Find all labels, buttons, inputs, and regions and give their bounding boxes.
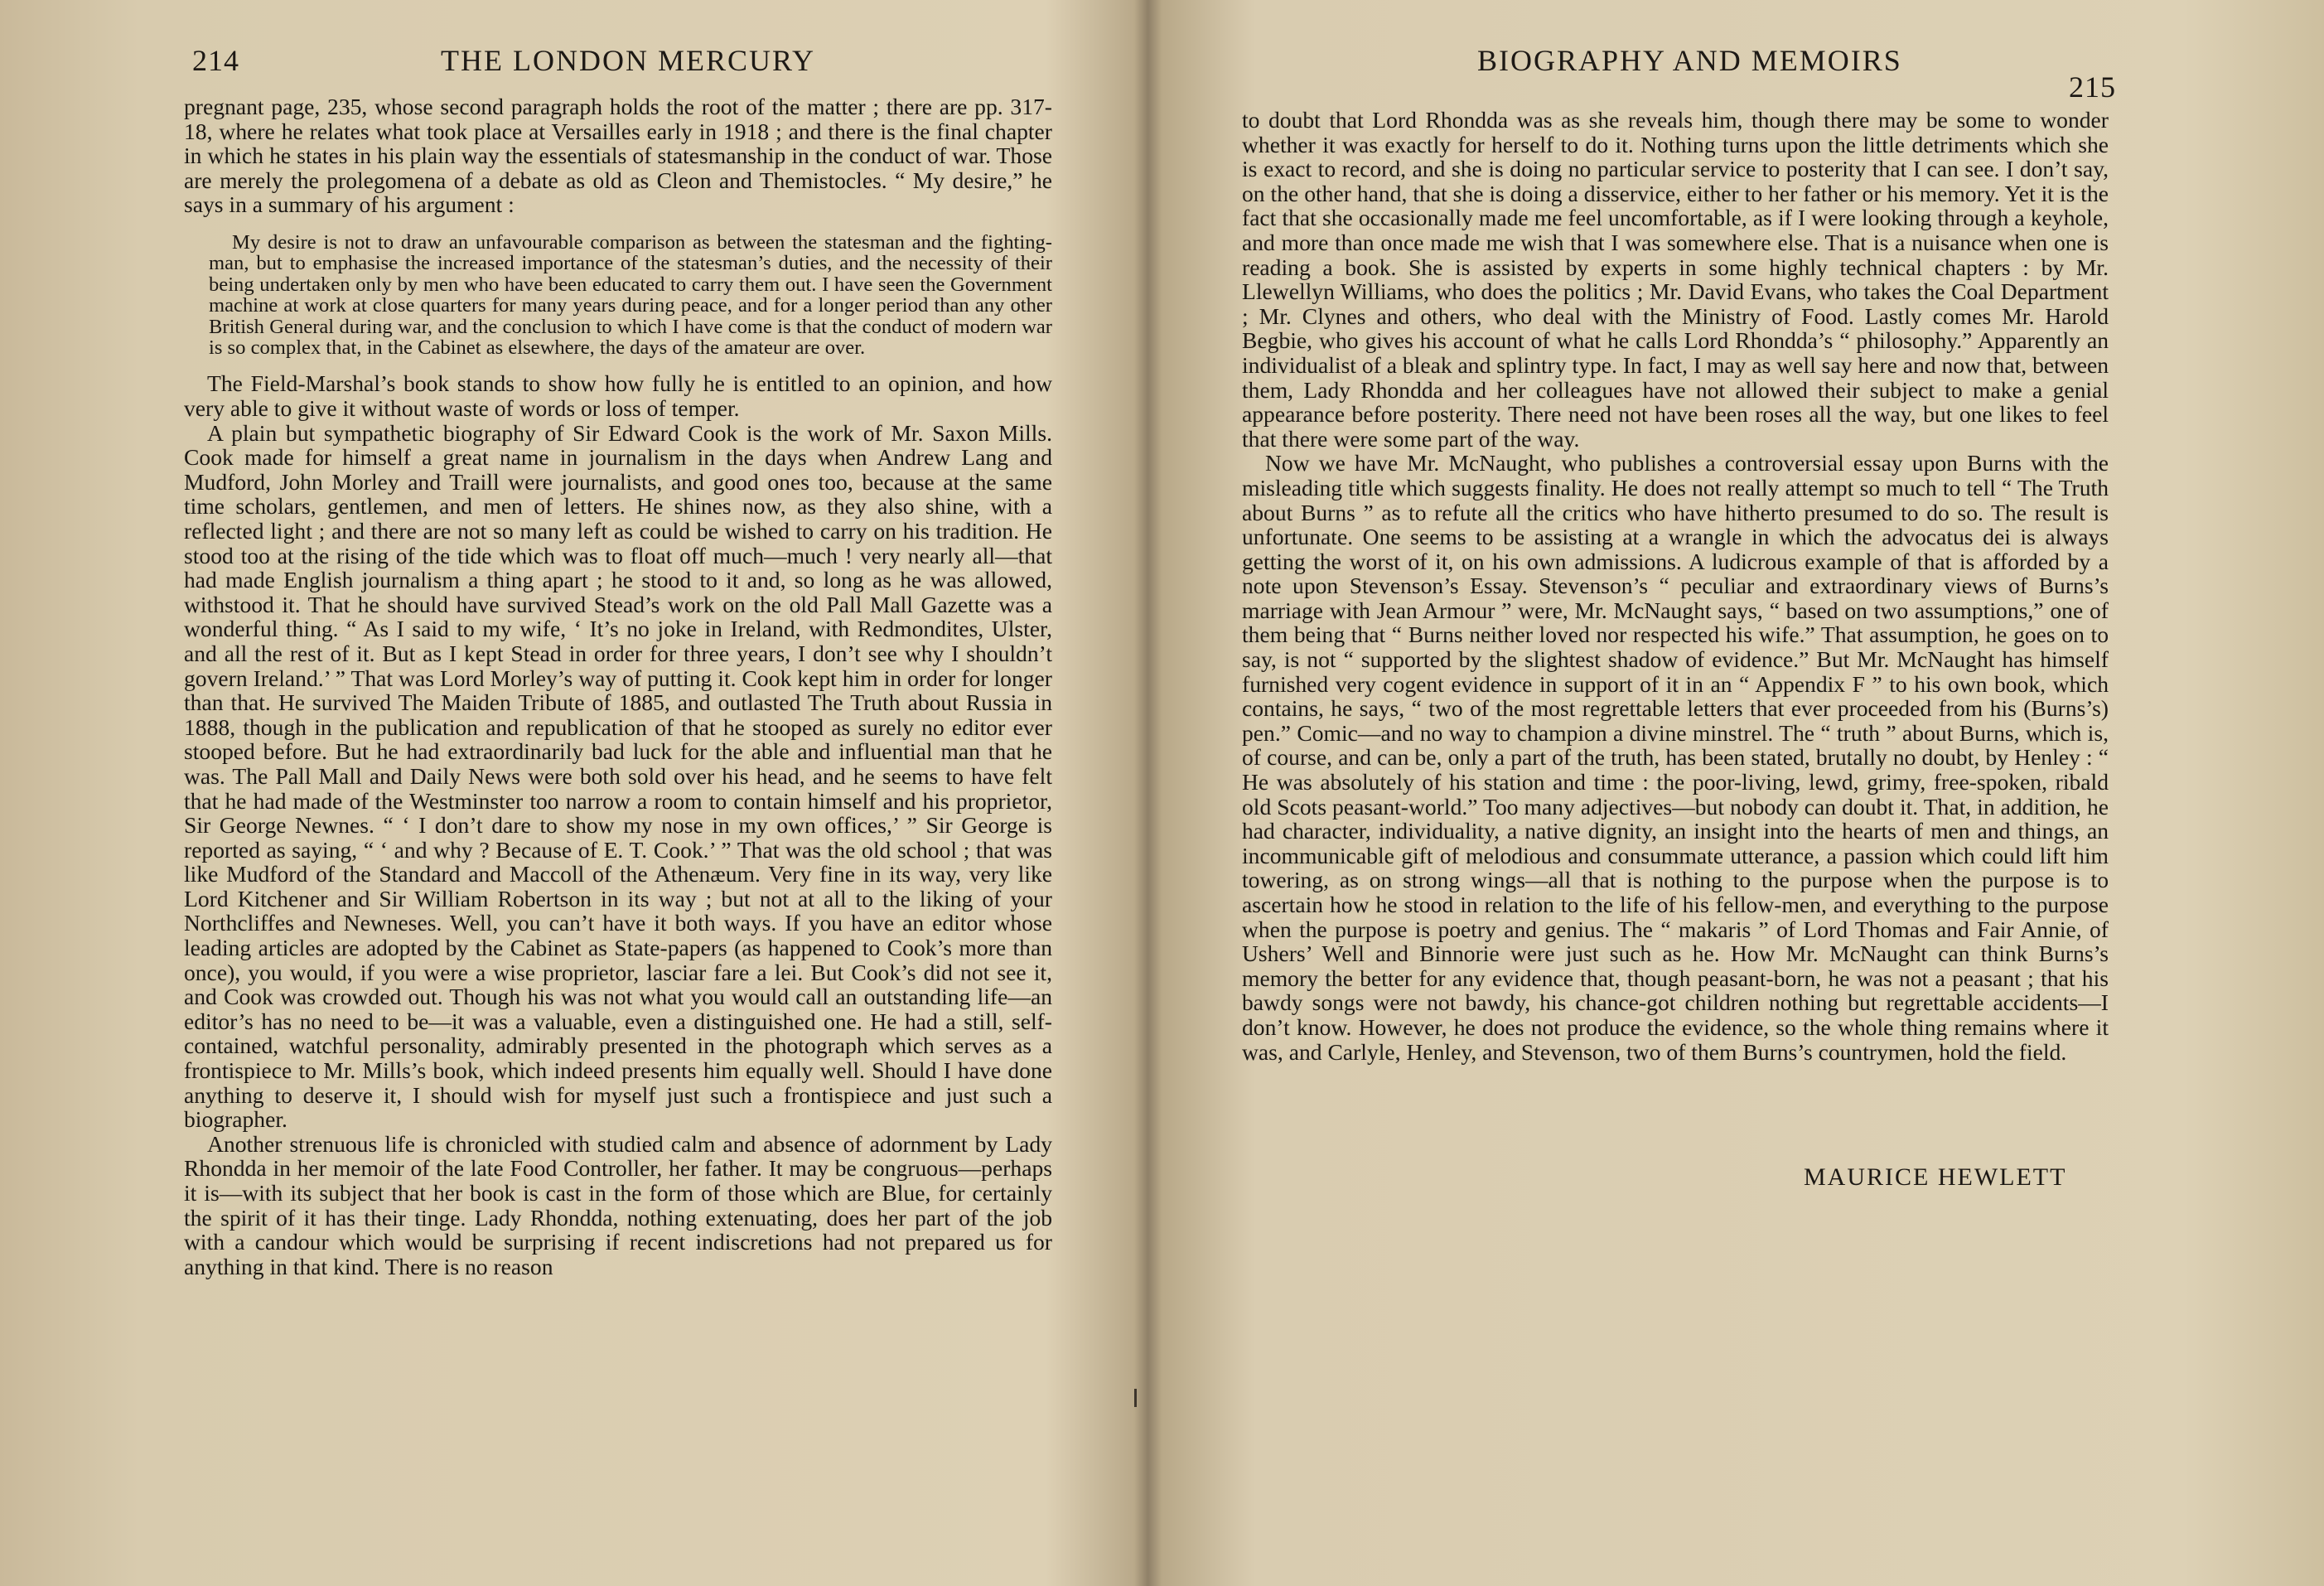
page-number: 215 bbox=[2069, 70, 2116, 104]
block-quote bbox=[209, 232, 1052, 358]
running-head: BIOGRAPHY AND MEMOIRS bbox=[1477, 44, 1902, 77]
paragraph: Now we have Mr. McNaught, who publishes a controversial essay upon Burns with the misleading title which suggests finality. He does not really attempt so much to tell “ The Truth about Burns ” as to refute all the critics who have hitherto presumed to do so. The result is unfortunate. One seems to be assisting at a wrangle in which the advocatus dei is always getting the worst of it, on his own admissions. A ludicrous example of that is afforded by a note upon Stevenson’s Essay. Stevenson’s “ peculiar and extraordinary views of Burns’s marriage with Jean Armour ” were, Mr. McNaught says, “ based on two assumptions,” one of them being that “ Burns neither loved nor respected his wife.” That assumption, he goes on to say, is not “ supported by the slightest shadow of evidence.” But Mr. McNaught has himself furnished very cogent evidence in support of it in an “ Appendix F ” to his own book, which contains, he says, “ two of the most regrettable letters that ever proceeded from his (Burns’s) pen.” Comic—and no way to champion a divine minstrel. The “ truth ” about Burns, which is, of course, and can be, only a part of the truth, has been stated, brutally no doubt, by Henley : “ He was absolutely of his station and time : the poor-living, lewd, grimy, free-spoken, ribald old Scots peasant-world.” Too many adjectives—but nobody can doubt it. That, in addition, he had character, individuality, a native dignity, an insight into the hearts of men and things, an incommunicable gift of melodious and consummate utterance, a passion which could lift him towering, as on strong wings—all that is nothing to the purpose when the purpose is to ascertain how he stood in relation to the life of his fellow-men, and everything to the purpose when the purpose is poetry and genius. The “ makaris ” of Lord Thomas and Fair Annie, of Ushers’ Well and Binnorie were just such as he. How Mr. McNaught can think Burns’s memory the better for any evidence that, though peasant-born, he was not a peasant ; that his bawdy songs were not bawdy, his chance-got children nothing but regrettable accidents—I don’t know. However, he does not produce the evidence, so the whole thing remains where it was, and Carlyle, Henley, and Stevenson, two of them Burns’s countrymen, hold the field. bbox=[1242, 450, 2109, 1065]
author-signature: MAURICE HEWLETT bbox=[1804, 1163, 2067, 1191]
left-page bbox=[0, 0, 1139, 1586]
page-number: 214 bbox=[192, 44, 239, 77]
paragraph: The Field-Marshal’s book stands to show how fully he is entitled to an opinion, and how very able to give it without waste of words or loss of temper. bbox=[184, 370, 1052, 421]
left-page-text bbox=[184, 94, 1052, 1279]
paragraph: Another strenuous life is chronicled with studied calm and absence of adornment by Lady Rhondda in her memoir of the late Food Controller, her father. It may be congruous—perhaps it is—with its subject that her book is cast in the form of those which are Blue, for certainly the spirit of it has their tinge. Lady Rhondda, nothing extenuating, does her part of the job with a candour which would be surprising if recent indiscretions had not prepared us for anything in that kind. There is no reason bbox=[184, 1130, 1052, 1279]
running-head: THE LONDON MERCURY bbox=[441, 44, 816, 77]
gutter-mark bbox=[1134, 1389, 1137, 1407]
right-page bbox=[1139, 0, 2324, 1586]
paragraph: A plain but sympathetic biography of Sir Edward Cook is the work of Mr. Saxon Mills. Cook made for himself a great name in journalism in the days when Andrew Lang and Mudford, John Morley and Traill were journalists, and good ones too, because at the same time scholars, gentlemen, and men of letters. He shines now, as they also shine, with a reflected light ; and there are not so many left as could be wished to carry on his tradition. He stood too at the rising of the tide which was to float off much—much ! very nearly all—that had made English journalism a thing apart ; he stood to it and, so long as he was allowed, withstood it. That he should have survived Stead’s work on the old Pall Mall Gazette was a wonderful thing. “ As I said to my wife, ‘ It’s no joke in Ireland, with Redmondites, Ulster, and all the rest of it. But as I kept Stead in order for three years, I don’t see why I shouldn’t govern Ireland.’ ” That was Lord Morley’s way of putting it. Cook kept him in order for longer than that. He survived The Maiden Tribute of 1885, and outlasted The Truth about Russia in 1888, though in the publication and republication of that he stooped as surely no editor ever stooped before. But he had extraordinarily bad luck for the able and influential man that he was. The Pall Mall and Daily News were both sold over his head, and he seems to have felt that he had made of the Westminster too narrow a room to contain himself and his proprietor, Sir George Newnes. “ ‘ I don’t dare to show my nose in my own offices,’ ” Sir George is reported as saying, “ ‘ and why ? Because of E. T. Cook.’ ” That was the old school ; that was like Mudford of the Standard and Maccoll of the Athenæum. Very fine in its way, very like Lord Kitchener and Sir William Robertson in its way ; but not at all to the liking of your Northcliffes and Newneses. Well, you can’t have it both ways. If you have an editor whose leading articles are adopted by the Cabinet as State-papers (as happened to Cook’s more than once), you would, if you were a wise proprietor, lasciar fare a lei. But Cook’s did not see it, and Cook was crowded out. Though his was not what you would call an outstanding life—an editor’s has no need to be—it was a valuable, even a distinguished one. He had a still, self-contained, watchful personality, admirably presented in the photograph which serves as a frontispiece to Mr. Mills’s book, which indeed presents him equally well. Should I have done anything to deserve it, I should wish for myself just such a frontispiece and just such a biographer. bbox=[184, 419, 1052, 1133]
paragraph: pregnant page, 235, whose second paragraph holds the root of the matter ; there are pp. 317-18, where he relates what took place at Versailles early in 1918 ; and there is the final chapter in which he states in his plain way the essentials of statesmanship in the conduct of war. Those are merely the prolegomena of a debate as old as Cleon and Themistocles. “ My desire,” he says in a summary of his argument : bbox=[184, 94, 1052, 218]
quote-text: My desire is not to draw an unfavourable comparison as between the statesman and the fighting-man, but to emphasise the increased importance of the statesman’s duties, and the necessity of their being undertaken only by men who have been educated to carry them out. I have seen the Government machine at work at close quarters for many years during peace, and for a longer period than any other British General during war, and the conclusion to which I have come is that the conduct of modern war is so complex that, in the Cabinet as elsewhere, the days of the amateur are over. bbox=[209, 230, 1052, 359]
right-page-text bbox=[1242, 108, 2109, 1064]
paragraph: to doubt that Lord Rhondda was as she reveals him, though there may be some to wonder whether it was exactly for herself to do it. Nothing turns upon the little detriments which she is exact to record, and she is doing no particular service to posterity that I can see. I don’t say, on the other hand, that she is doing a disservice, either to her father or his memory. Yet it is the fact that she occasionally made me feel uncomfortable, as if I were looking through a keyhole, and more than once made me wish that I was somewhere else. That is a nuisance when one is reading a book. She is assisted by experts in some highly technical chapters : by Mr. Llewellyn Williams, who does the politics ; Mr. David Evans, who takes the Coal Department ; Mr. Clynes and others, who deal with the Ministry of Food. Lastly comes Mr. Harold Begbie, who gives his account of what he calls Lord Rhondda’s “ philosophy.” Apparently an individualist of a bleak and splintry type. In fact, I may as well say here and now that, between them, Lady Rhondda and her colleagues have not allowed their subject to make a genial appearance before posterity. There need not have been roses all the way, but one likes to feel that there were some part of the way. bbox=[1242, 107, 2109, 452]
